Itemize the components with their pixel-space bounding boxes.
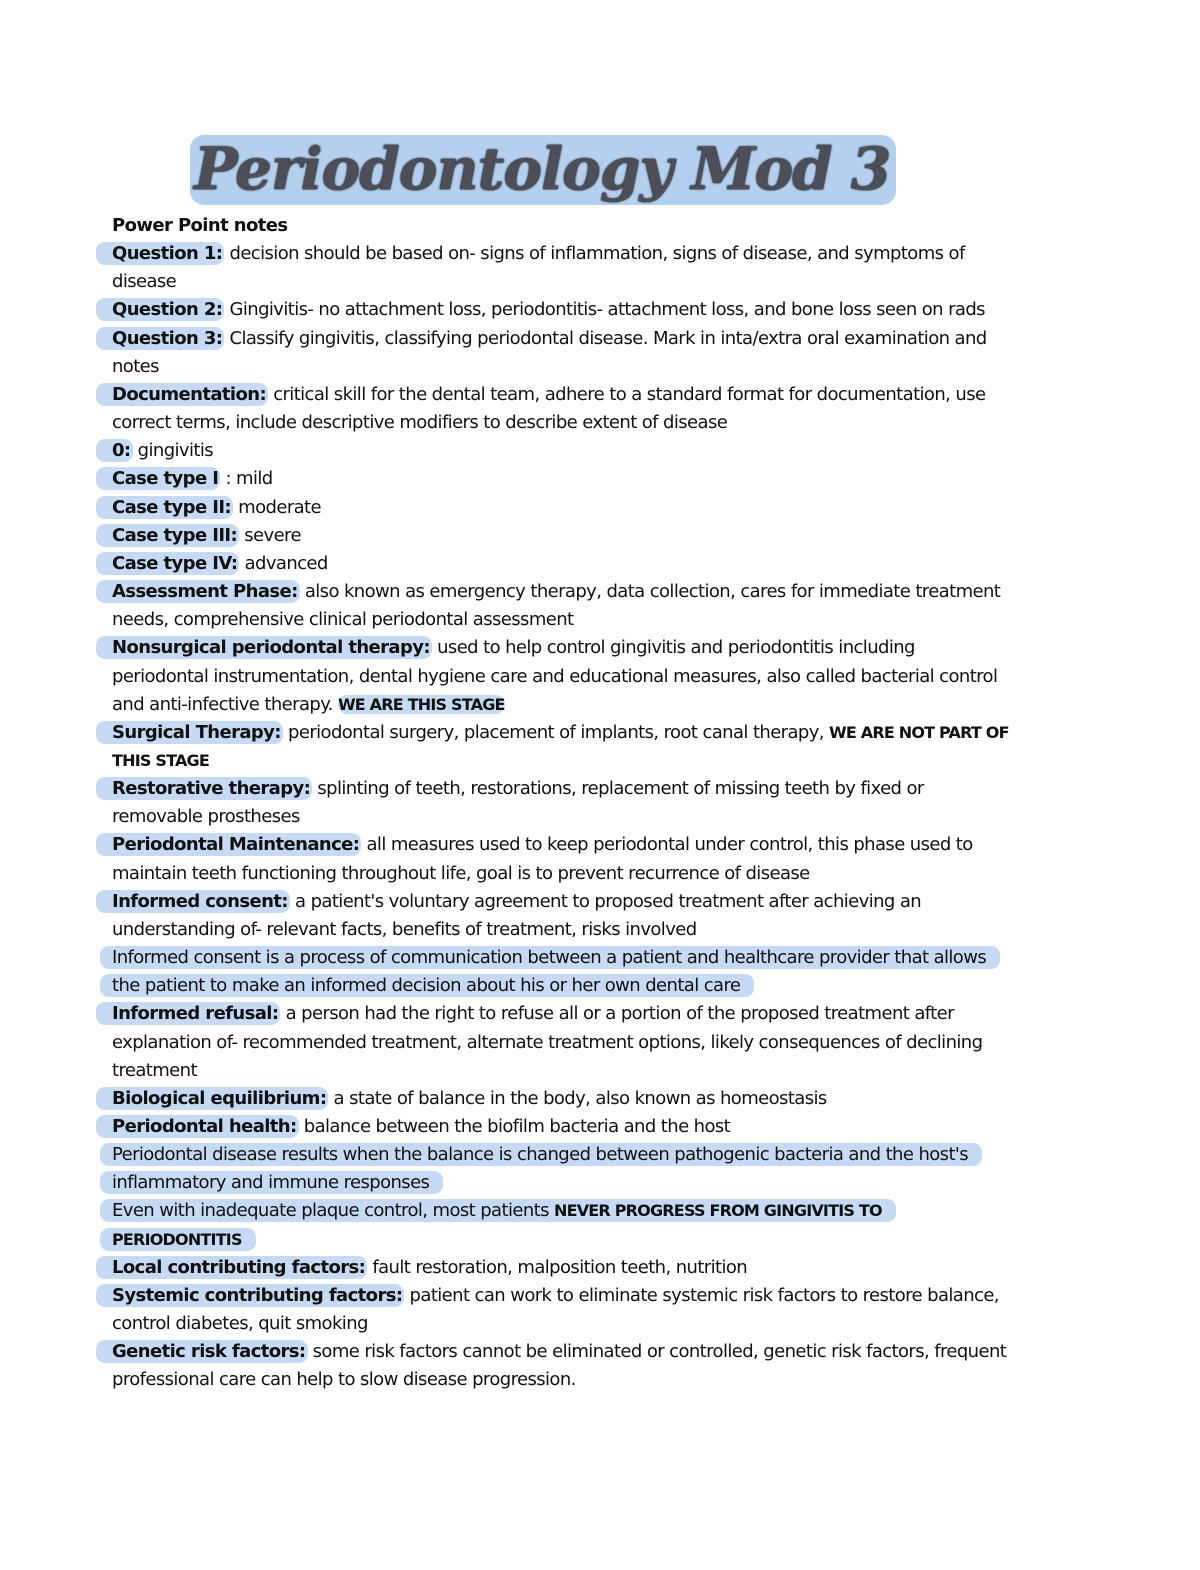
note-biological-equilibrium: Biological equilibrium: a state of balance in the body, also known as homeostasis xyxy=(112,1085,1012,1113)
note-genetic-risk-factors: Genetic risk factors: some risk factors cannot be eliminated or controlled, genetic risk factors, frequent professional care can help to slow disease progression. xyxy=(112,1338,1012,1394)
note-question-2: Question 2: Gingivitis- no attachment loss, periodontitis- attachment loss, and bone loss seen on rads xyxy=(112,296,1012,324)
note-periodontal-health: Periodontal health: balance between the biofilm bacteria and the host xyxy=(112,1113,1012,1141)
note-plaque-control: Even with inadequate plaque control, most patients NEVER PROGRESS FROM GINGIVITIS TO PERIODONTITIS xyxy=(112,1197,1012,1253)
note-case-type-3: Case type III: severe xyxy=(112,522,1012,550)
note-nonsurgical-therapy: Nonsurgical periodontal therapy: used to help control gingivitis and periodontitis including periodontal instrumentation, dental hygiene care and educational measures, also called bacterial control and anti-infective therapy. WE ARE THIS STAGE xyxy=(112,634,1012,718)
note-surgical-therapy: Surgical Therapy: periodontal surgery, placement of implants, root canal therapy, WE ARE NOT PART OF THIS STAGE xyxy=(112,719,1012,775)
note-periodontal-maintenance: Periodontal Maintenance: all measures used to keep periodontal under control, this phase used to maintain teeth functioning throughout life, goal is to prevent recurrence of disease xyxy=(112,831,1012,887)
page-title: Periodontology Mod 3 xyxy=(190,135,896,203)
note-documentation: Documentation: critical skill for the dental team, adhere to a standard format for documentation, use correct terms, include descriptive modifiers to describe extent of disease xyxy=(112,381,1012,437)
note-assessment-phase: Assessment Phase: also known as emergency therapy, data collection, cares for immediate treatment needs, comprehensive clinical periodontal assessment xyxy=(112,578,1012,634)
note-systemic-factors: Systemic contributing factors: patient can work to eliminate systemic risk factors to restore balance, control diabetes, quit smoking xyxy=(112,1282,1012,1338)
note-informed-refusal: Informed refusal: a person had the right to refuse all or a portion of the proposed treatment after explanation of- recommended treatment, alternate treatment options, likely consequences of declining treatment xyxy=(112,1000,1012,1084)
note-case-type-4: Case type IV: advanced xyxy=(112,550,1012,578)
page-subtitle: Power Point notes xyxy=(112,215,288,236)
note-local-factors: Local contributing factors: fault restoration, malposition teeth, nutrition xyxy=(112,1254,1012,1282)
note-case-type-1: Case type I : mild xyxy=(112,465,1012,493)
note-restorative-therapy: Restorative therapy: splinting of teeth, restorations, replacement of missing teeth by fixed or removable prostheses xyxy=(112,775,1012,831)
note-case-type-2: Case type II: moderate xyxy=(112,494,1012,522)
note-question-1: Question 1: decision should be based on- signs of inflammation, signs of disease, and symptoms of disease xyxy=(112,240,1012,296)
notes-body xyxy=(112,212,1012,1395)
note-periodontal-disease: Periodontal disease results when the balance is changed between pathogenic bacteria and the host's inflammatory and immune responses xyxy=(112,1141,1012,1197)
note-gingivitis: 0: gingivitis xyxy=(112,437,1012,465)
note-informed-consent: Informed consent: a patient's voluntary agreement to proposed treatment after achieving an understanding of- relevant facts, benefits of treatment, risks involved xyxy=(112,888,1012,944)
note-informed-consent-process: Informed consent is a process of communication between a patient and healthcare provider that allows the patient to make an informed decision about his or her own dental care xyxy=(112,944,1012,1000)
note-question-3: Question 3: Classify gingivitis, classifying periodontal disease. Mark in inta/extra oral examination and notes xyxy=(112,325,1012,381)
